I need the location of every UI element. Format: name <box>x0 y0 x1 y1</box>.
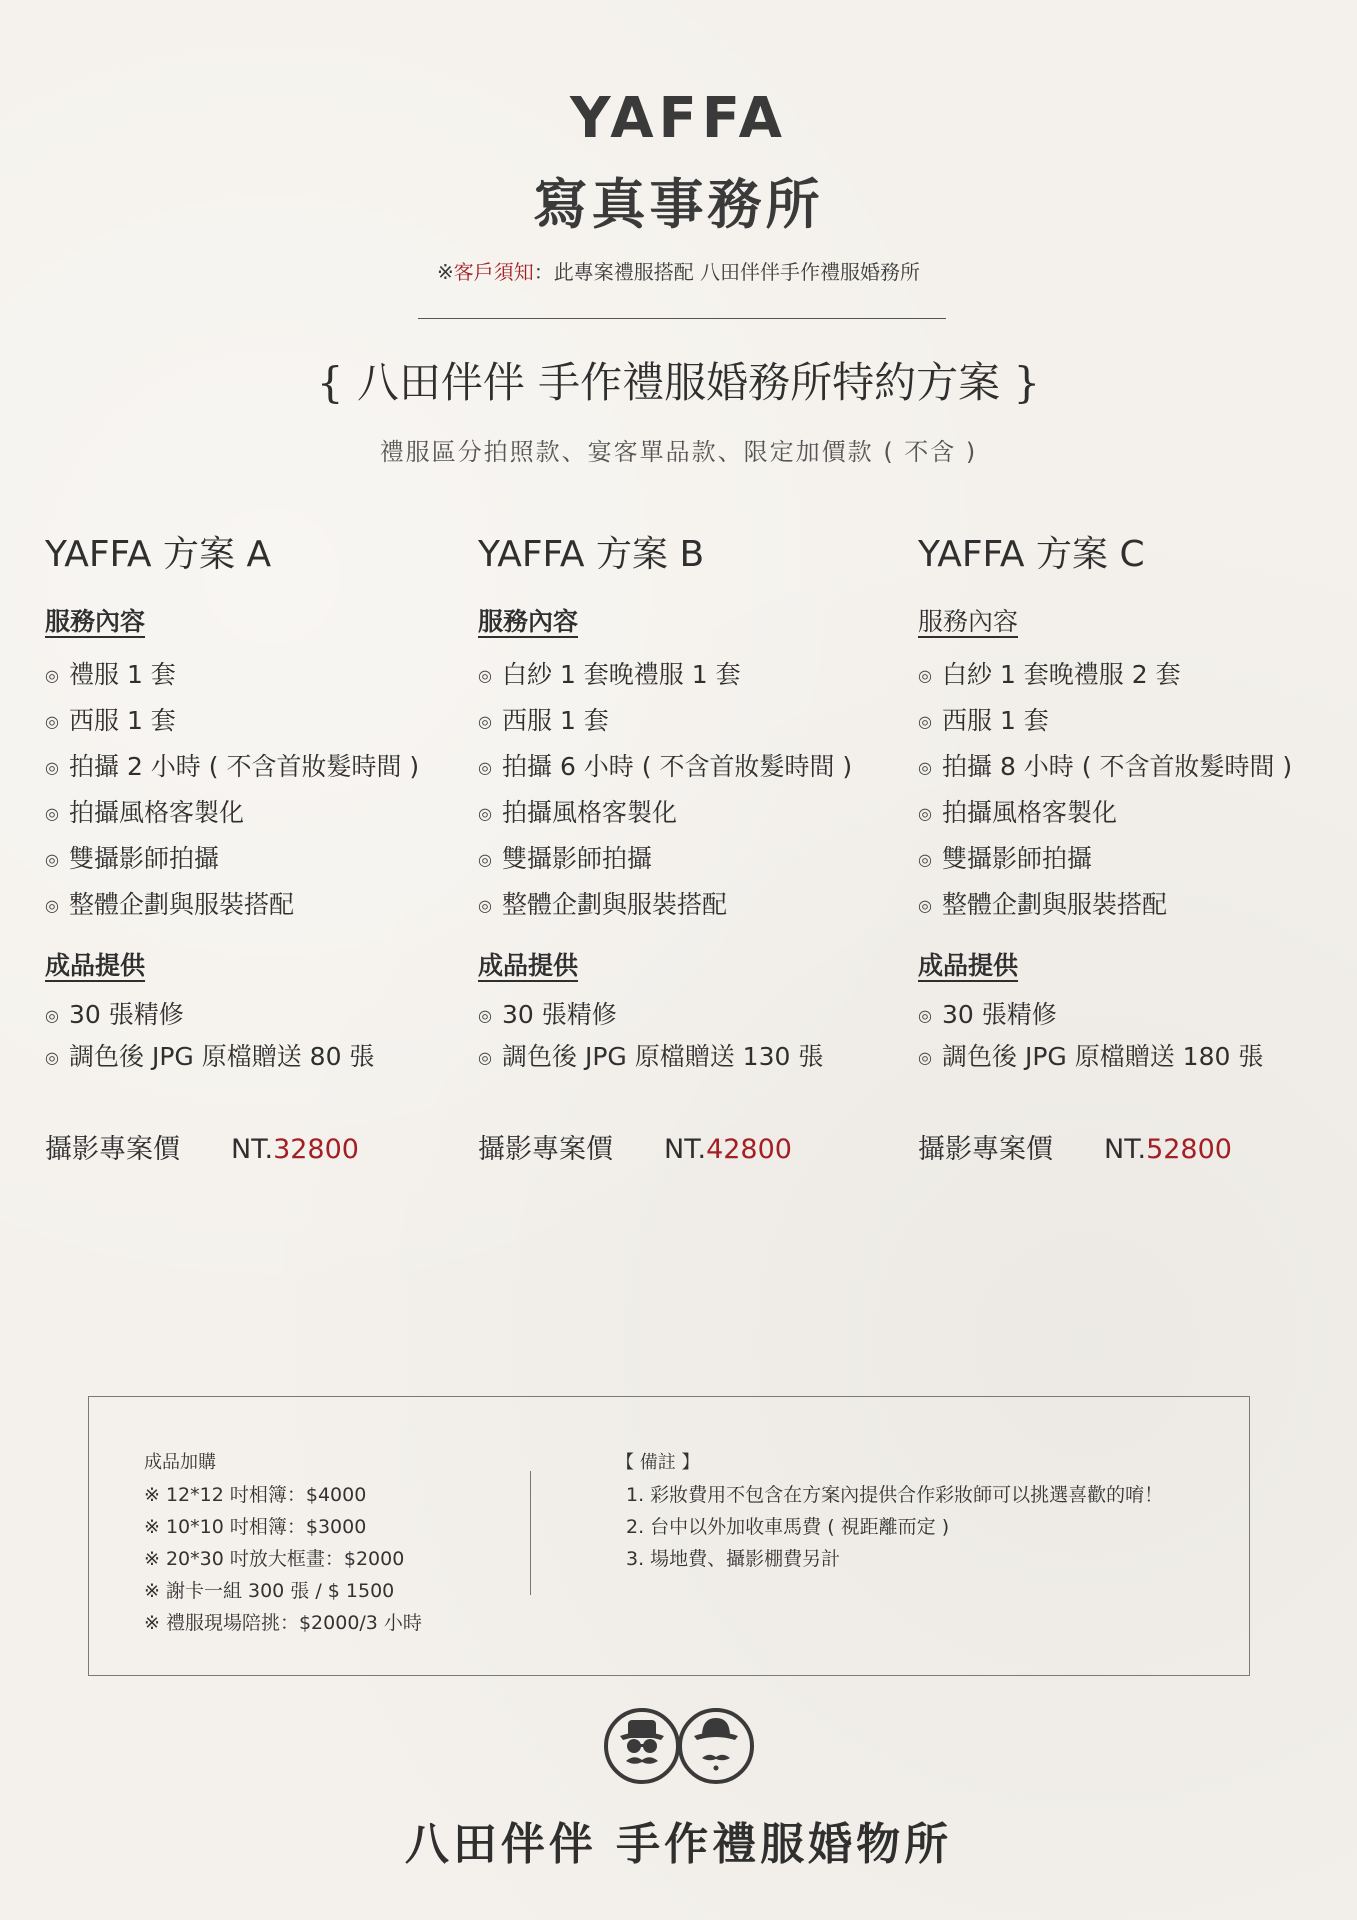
price-prefix: NT. <box>664 1134 707 1165</box>
note-item: 3. 場地費、攝影棚費另計 <box>626 1548 841 1570</box>
service-heading: 服務內容 <box>478 607 579 636</box>
service-item: ◎ 雙攝影師拍攝 <box>478 836 918 882</box>
product-item: ◎ 調色後 JPG 原檔贈送 80 張 <box>45 1036 485 1078</box>
product-item: ◎ 30 張精修 <box>45 994 485 1036</box>
service-item: ◎ 白紗 1 套晚禮服 1 套 <box>478 652 918 698</box>
note-item: 2. 台中以外加收車馬費 ( 視距離而定 ) <box>626 1516 950 1538</box>
bullet-icon: ◎ <box>45 712 59 731</box>
service-list <box>45 652 485 928</box>
service-item: ◎ 整體企劃與服裝搭配 <box>478 882 918 928</box>
bullet-icon: ◎ <box>478 712 492 731</box>
bullet-icon: ◎ <box>478 666 492 685</box>
notes-section <box>616 1447 1216 1575</box>
service-item: ◎ 拍攝風格客製化 <box>918 790 1357 836</box>
bullet-icon: ◎ <box>918 1006 932 1025</box>
products-list <box>45 994 485 1078</box>
addon-item: ※ 禮服現場陪挑：$2000/3 小時 <box>144 1612 422 1634</box>
service-item: ◎ 西服 1 套 <box>45 698 485 744</box>
addon-section <box>144 1447 504 1639</box>
notice-label: 客戶須知 <box>453 260 534 284</box>
addon-list <box>144 1479 504 1639</box>
bullet-icon: ◎ <box>478 1048 492 1067</box>
price-value: 52800 <box>1146 1134 1232 1165</box>
service-list <box>478 652 918 928</box>
hat-mustache-logo-icon <box>603 1706 755 1786</box>
note-item: 1. 彩妝費用不包含在方案內提供合作彩妝師可以挑選喜歡的唷！ <box>626 1484 1164 1506</box>
bullet-icon: ◎ <box>918 896 932 915</box>
price-prefix: NT. <box>231 1134 274 1165</box>
products-heading: 成品提供 <box>918 951 1019 980</box>
customer-notice <box>0 256 1357 285</box>
price-prefix: NT. <box>1104 1134 1147 1165</box>
bullet-icon: ◎ <box>45 758 59 777</box>
addon-title: 成品加購 <box>144 1452 216 1473</box>
bullet-icon: ◎ <box>478 804 492 823</box>
addon-notes-box <box>88 1396 1250 1676</box>
products-list <box>478 994 918 1078</box>
brand-title: YAFFA <box>570 86 787 151</box>
service-item: ◎ 白紗 1 套晚禮服 2 套 <box>918 652 1357 698</box>
plan-subtitle: 禮服區分拍照款、宴客單品款、限定加價款 ( 不含 ) <box>379 438 978 466</box>
product-item: ◎ 30 張精修 <box>478 994 918 1036</box>
service-item: ◎ 禮服 1 套 <box>45 652 485 698</box>
bullet-icon: ◎ <box>918 850 932 869</box>
price-label: 攝影專案價 <box>478 1134 613 1165</box>
price-row <box>918 1130 1357 1170</box>
price-value: 42800 <box>706 1134 792 1165</box>
products-heading: 成品提供 <box>478 951 579 980</box>
addon-item: ※ 12*12 吋相簿：$4000 <box>144 1484 367 1506</box>
bullet-icon: ◎ <box>45 804 59 823</box>
bullet-icon: ◎ <box>478 1006 492 1025</box>
bullet-icon: ◎ <box>45 666 59 685</box>
service-item: ◎ 拍攝 8 小時 ( 不含首妝髮時間 ) <box>918 744 1357 790</box>
service-list <box>918 652 1357 928</box>
service-item: ◎ 拍攝 2 小時 ( 不含首妝髮時間 ) <box>45 744 485 790</box>
plan-b <box>478 530 918 1170</box>
service-item: ◎ 拍攝風格客製化 <box>45 790 485 836</box>
plan-name: YAFFA 方案 C <box>918 534 1145 575</box>
notes-list <box>616 1479 1216 1575</box>
header-divider <box>418 318 946 319</box>
notice-text: ：此專案禮服搭配 八田伴伴手作禮服婚務所 <box>533 260 921 284</box>
bullet-icon: ◎ <box>45 1006 59 1025</box>
price-value: 32800 <box>273 1134 359 1165</box>
price-label: 攝影專案價 <box>918 1134 1053 1165</box>
addon-item: ※ 20*30 吋放大框畫：$2000 <box>144 1548 405 1570</box>
service-item: ◎ 拍攝風格客製化 <box>478 790 918 836</box>
box-divider <box>530 1471 531 1595</box>
service-item: ◎ 拍攝 6 小時 ( 不含首妝髮時間 ) <box>478 744 918 790</box>
service-item: ◎ 雙攝影師拍攝 <box>918 836 1357 882</box>
price-row <box>478 1130 918 1170</box>
notes-title: 【 備註 】 <box>616 1452 700 1473</box>
bullet-icon: ◎ <box>918 804 932 823</box>
service-item: ◎ 雙攝影師拍攝 <box>45 836 485 882</box>
service-heading: 服務內容 <box>918 607 1019 636</box>
plan-a <box>45 530 485 1170</box>
bullet-icon: ◎ <box>918 666 932 685</box>
bullet-icon: ◎ <box>478 758 492 777</box>
footer-brand-name: 八田伴伴 手作禮服婚物所 <box>404 1819 953 1870</box>
plan-name: YAFFA 方案 B <box>478 534 705 575</box>
product-item: ◎ 調色後 JPG 原檔贈送 130 張 <box>478 1036 918 1078</box>
products-heading: 成品提供 <box>45 951 146 980</box>
bullet-icon: ◎ <box>45 850 59 869</box>
bullet-icon: ◎ <box>45 896 59 915</box>
notice-mark: ※ <box>436 260 454 284</box>
bullet-icon: ◎ <box>478 896 492 915</box>
bullet-icon: ◎ <box>918 758 932 777</box>
product-item: ◎ 調色後 JPG 原檔贈送 180 張 <box>918 1036 1357 1078</box>
brand-subtitle: 寫真事務所 <box>533 172 824 236</box>
bullet-icon: ◎ <box>918 1048 932 1067</box>
addon-item: ※ 謝卡一組 300 張 / $ 1500 <box>144 1580 395 1602</box>
bullet-icon: ◎ <box>478 850 492 869</box>
plan-title: { 八田伴伴 手作禮服婚務所特約方案 } <box>316 358 1041 407</box>
price-row <box>45 1130 485 1170</box>
service-item: ◎ 整體企劃與服裝搭配 <box>918 882 1357 928</box>
bullet-icon: ◎ <box>45 1048 59 1067</box>
plan-c <box>918 530 1357 1170</box>
service-item: ◎ 西服 1 套 <box>918 698 1357 744</box>
service-item: ◎ 西服 1 套 <box>478 698 918 744</box>
service-item: ◎ 整體企劃與服裝搭配 <box>45 882 485 928</box>
plan-name: YAFFA 方案 A <box>45 534 272 575</box>
product-item: ◎ 30 張精修 <box>918 994 1357 1036</box>
price-label: 攝影專案價 <box>45 1134 180 1165</box>
products-list <box>918 994 1357 1078</box>
addon-item: ※ 10*10 吋相簿：$3000 <box>144 1516 367 1538</box>
service-heading: 服務內容 <box>45 607 146 636</box>
bullet-icon: ◎ <box>918 712 932 731</box>
